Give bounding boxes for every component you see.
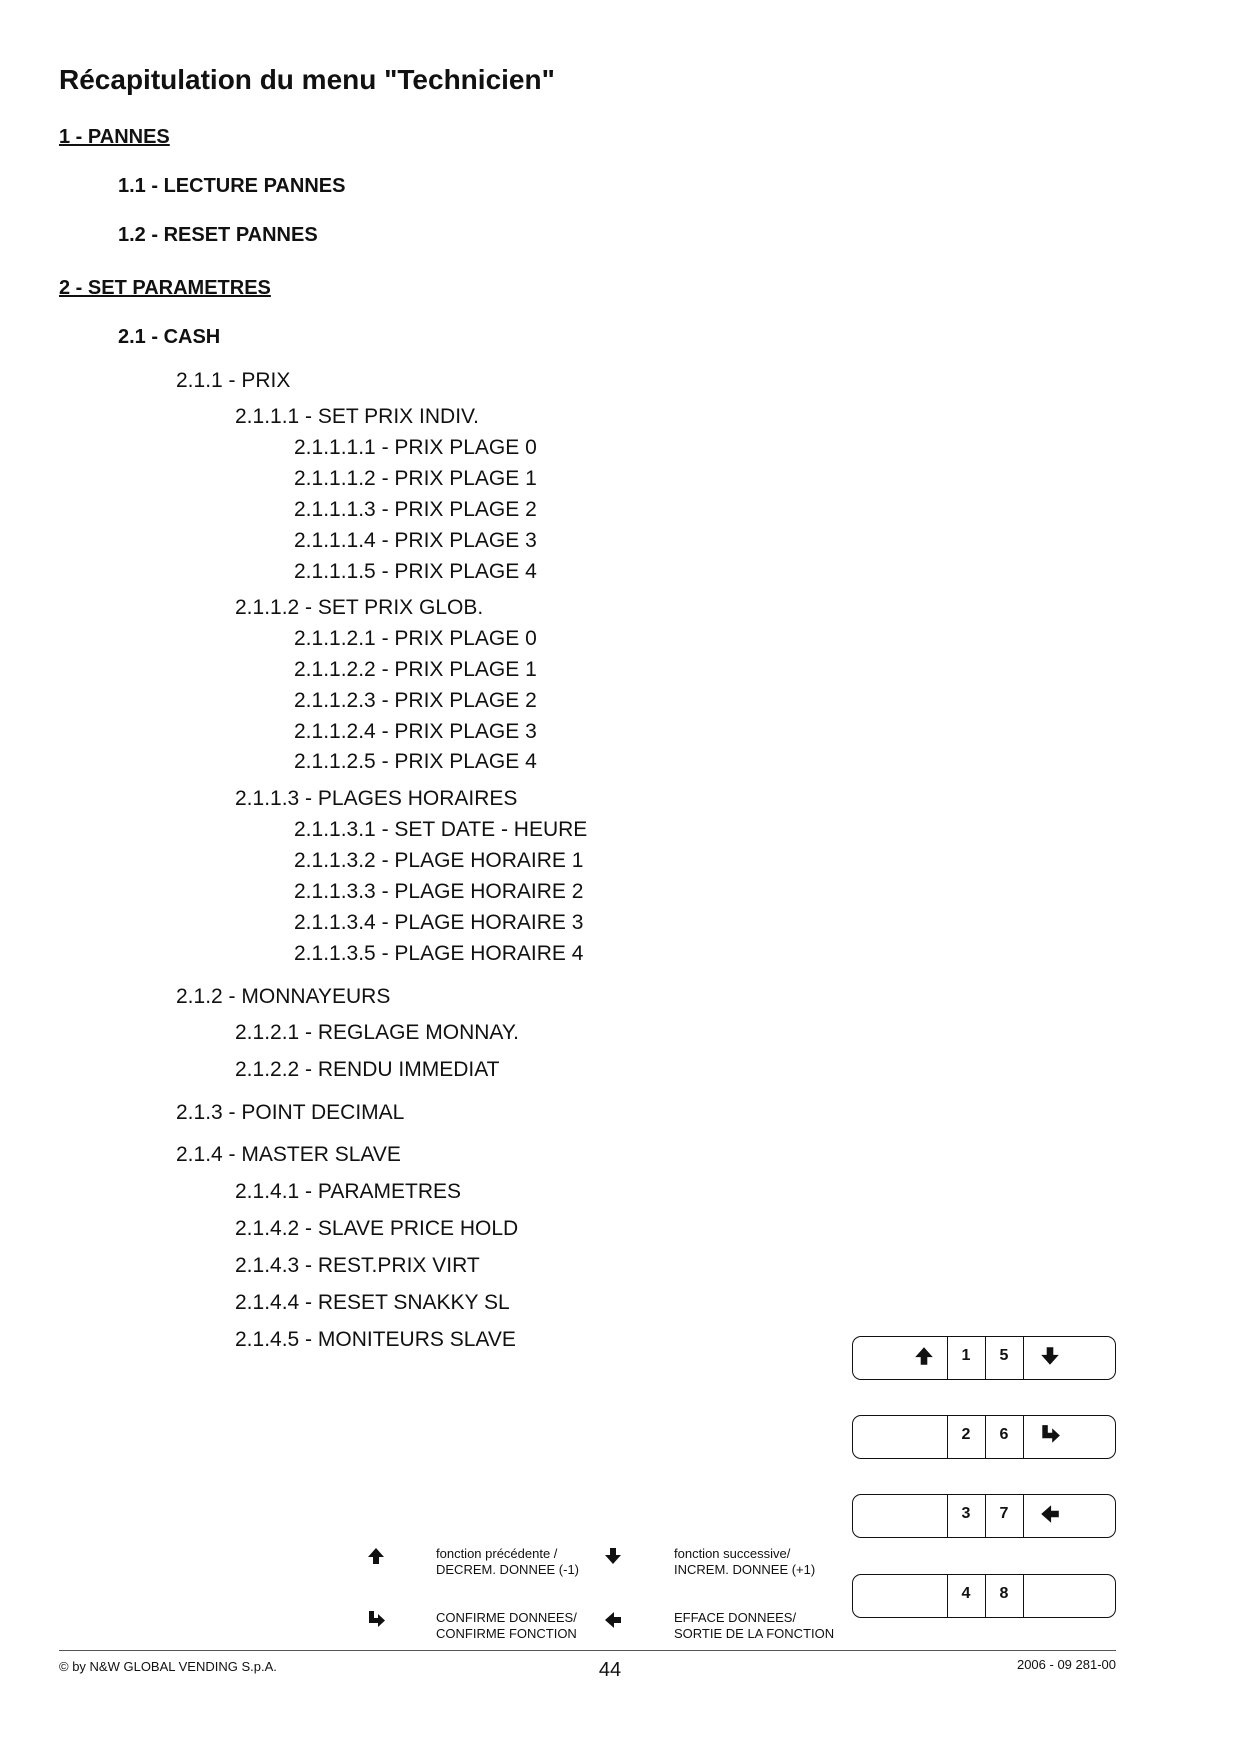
key-number: 8 bbox=[999, 1585, 1009, 1602]
legend-prev-line1: fonction précédente / bbox=[436, 1546, 558, 1561]
arrow-left-icon bbox=[1039, 1503, 1061, 1525]
menu-item-level-1: 1 - PANNES bbox=[59, 126, 170, 148]
menu-item-level-5: 2.1.1.3.5 - PLAGE HORAIRE 4 bbox=[294, 942, 584, 965]
arrow-up-icon bbox=[913, 1345, 935, 1367]
menu-item-level-2: 1.2 - RESET PANNES bbox=[118, 224, 318, 246]
key-number: 5 bbox=[999, 1347, 1009, 1364]
legend-confirm-line1: CONFIRME DONNEES/ bbox=[436, 1610, 577, 1625]
menu-item-level-4: 2.1.1.3 - PLAGES HORAIRES bbox=[235, 787, 518, 810]
menu-item-level-5: 2.1.1.3.4 - PLAGE HORAIRE 3 bbox=[294, 911, 584, 934]
menu-item-level-5: 2.1.1.1.1 - PRIX PLAGE 0 bbox=[294, 436, 537, 459]
menu-item-level-4: 2.1.4.4 - RESET SNAKKY SL bbox=[235, 1291, 510, 1314]
keypad-row bbox=[852, 1336, 1116, 1380]
menu-item-level-4: 2.1.4.5 - MONITEURS SLAVE bbox=[235, 1328, 516, 1351]
keypad-row bbox=[852, 1494, 1116, 1538]
arrow-confirm-icon bbox=[1039, 1424, 1061, 1446]
arrow-down-icon bbox=[1039, 1345, 1061, 1367]
menu-item-level-4: 2.1.4.2 - SLAVE PRICE HOLD bbox=[235, 1217, 519, 1240]
key-number: 1 bbox=[961, 1347, 971, 1364]
menu-item-level-5: 2.1.1.1.2 - PRIX PLAGE 1 bbox=[294, 467, 537, 490]
menu-item-level-5: 2.1.1.3.1 - SET DATE - HEURE bbox=[294, 818, 588, 841]
menu-item-level-4: 2.1.2.1 - REGLAGE MONNAY. bbox=[235, 1021, 519, 1044]
menu-item-level-5: 2.1.1.2.4 - PRIX PLAGE 3 bbox=[294, 720, 537, 743]
menu-item-level-4: 2.1.4.1 - PARAMETRES bbox=[235, 1180, 462, 1203]
arrow-up-icon bbox=[366, 1546, 386, 1566]
menu-item-level-5: 2.1.1.2.5 - PRIX PLAGE 4 bbox=[294, 750, 537, 773]
menu-item-level-5: 2.1.1.1.4 - PRIX PLAGE 3 bbox=[294, 529, 537, 552]
legend-next-line1: fonction successive/ bbox=[674, 1546, 791, 1561]
legend-prev-line2: DECREM. DONNEE (-1) bbox=[436, 1562, 580, 1577]
legend-erase-line1: EFFACE DONNEES/ bbox=[674, 1610, 797, 1625]
arrow-left-icon bbox=[603, 1610, 623, 1630]
menu-item-level-4: 2.1.4.3 - REST.PRIX VIRT bbox=[235, 1254, 480, 1277]
menu-item-level-5: 2.1.1.3.2 - PLAGE HORAIRE 1 bbox=[294, 849, 584, 872]
menu-item-level-3: 2.1.4 - MASTER SLAVE bbox=[176, 1143, 401, 1166]
menu-item-level-4: 2.1.1.1 - SET PRIX INDIV. bbox=[235, 405, 479, 428]
menu-item-level-5: 2.1.1.1.3 - PRIX PLAGE 2 bbox=[294, 498, 537, 521]
menu-item-level-4: 2.1.2.2 - RENDU IMMEDIAT bbox=[235, 1058, 500, 1081]
menu-item-level-1: 2 - SET PARAMETRES bbox=[59, 277, 271, 299]
menu-item-level-3: 2.1.2 - MONNAYEURS bbox=[176, 985, 391, 1008]
footer-copyright: © by N&W GLOBAL VENDING S.p.A. bbox=[59, 1659, 277, 1674]
legend-confirm-line2: CONFIRME FONCTION bbox=[436, 1626, 577, 1641]
menu-item-level-2: 2.1 - CASH bbox=[118, 326, 221, 348]
legend-next-text bbox=[674, 1546, 815, 1578]
menu-item-level-5: 2.1.1.2.3 - PRIX PLAGE 2 bbox=[294, 689, 537, 712]
menu-item-level-5: 2.1.1.3.3 - PLAGE HORAIRE 2 bbox=[294, 880, 584, 903]
key-number: 2 bbox=[961, 1426, 971, 1443]
keypad-row bbox=[852, 1574, 1116, 1618]
page-title: Récapitulation du menu "Technicien" bbox=[59, 64, 555, 95]
legend-erase-text bbox=[674, 1610, 834, 1642]
footer-doc-code: 2006 - 09 281-00 bbox=[1016, 1657, 1116, 1672]
menu-item-level-4: 2.1.1.2 - SET PRIX GLOB. bbox=[235, 596, 484, 619]
footer-divider bbox=[59, 1650, 1116, 1651]
key-number: 7 bbox=[999, 1505, 1009, 1522]
menu-item-level-5: 2.1.1.2.1 - PRIX PLAGE 0 bbox=[294, 627, 537, 650]
key-number: 3 bbox=[961, 1505, 971, 1522]
legend-confirm-text bbox=[436, 1610, 577, 1642]
legend-prev-text bbox=[436, 1546, 579, 1578]
menu-item-level-5: 2.1.1.2.2 - PRIX PLAGE 1 bbox=[294, 658, 537, 681]
arrow-down-icon bbox=[603, 1546, 623, 1566]
arrow-confirm-icon bbox=[366, 1610, 386, 1630]
menu-item-level-5: 2.1.1.1.5 - PRIX PLAGE 4 bbox=[294, 560, 537, 583]
legend-erase-line2: SORTIE DE LA FONCTION bbox=[674, 1626, 835, 1641]
legend-next-line2: INCREM. DONNEE (+1) bbox=[674, 1562, 816, 1577]
page-number: 44 bbox=[598, 1659, 622, 1681]
key-number: 4 bbox=[961, 1585, 971, 1602]
keypad-row bbox=[852, 1415, 1116, 1459]
key-number: 6 bbox=[999, 1426, 1009, 1443]
menu-item-level-3: 2.1.3 - POINT DECIMAL bbox=[176, 1101, 405, 1124]
menu-item-level-2: 1.1 - LECTURE PANNES bbox=[118, 175, 346, 197]
menu-item-level-3: 2.1.1 - PRIX bbox=[176, 369, 291, 392]
